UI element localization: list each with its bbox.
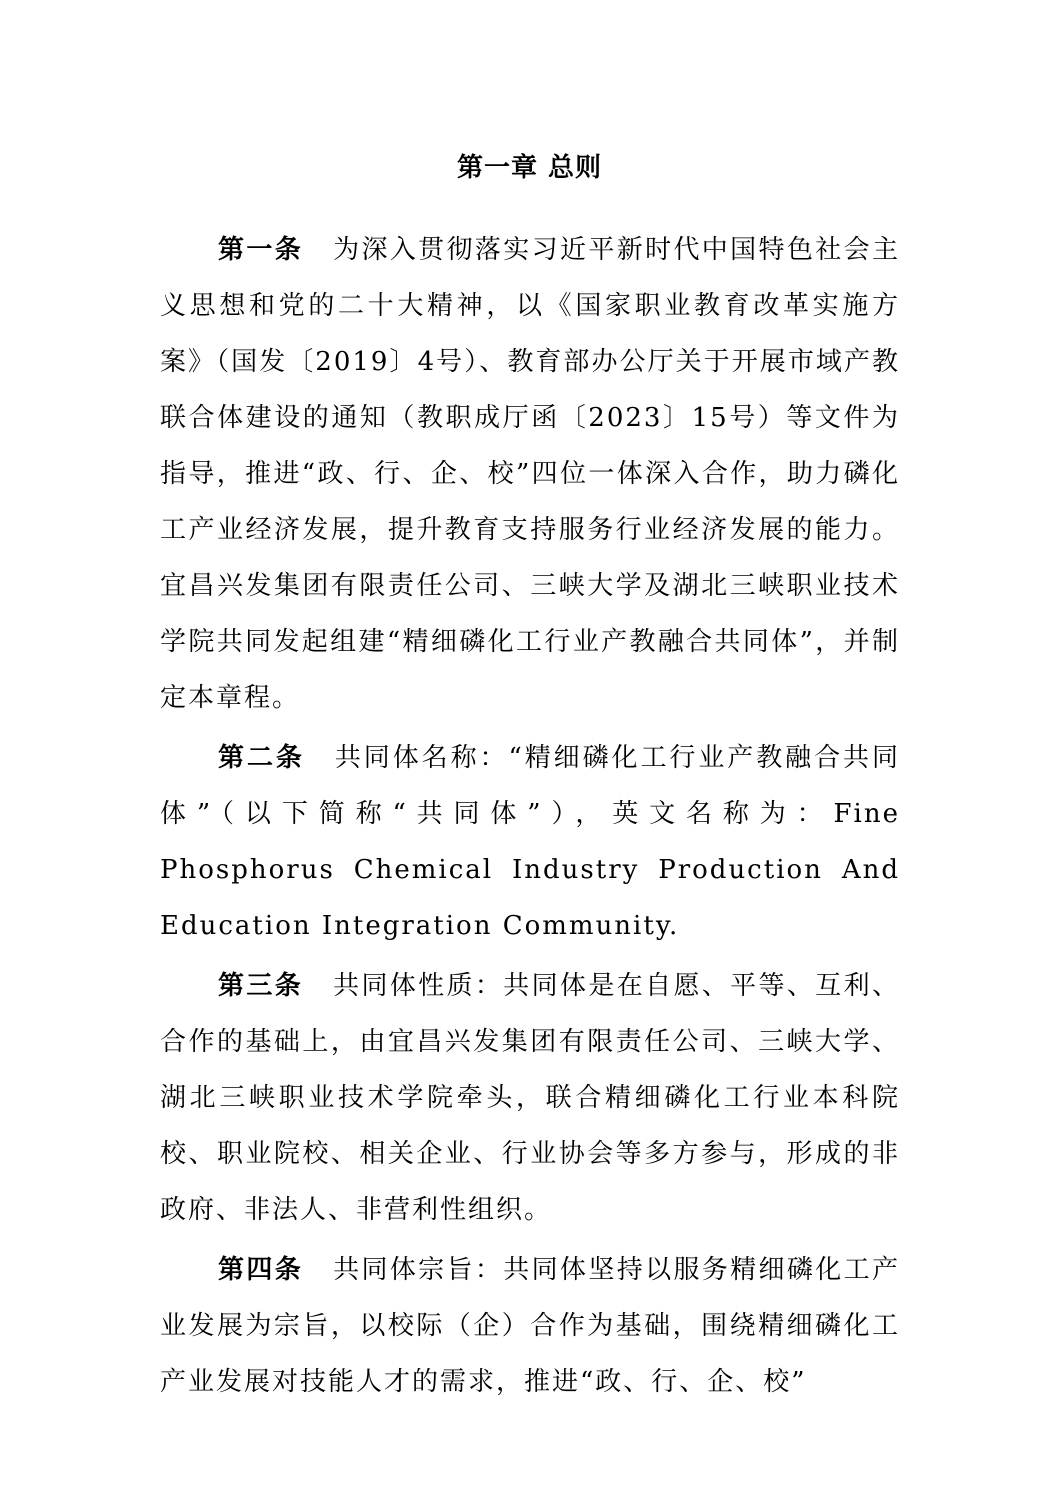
article-label: 第四条 — [218, 1255, 304, 1285]
article-2 — [160, 730, 900, 954]
article-1 — [160, 222, 900, 726]
article-text: 共同体宗旨：共同体坚持以服务精细磷化工产业发展为宗旨，以校际（企）合作为基础，围绕精细磷化工产业发展对技能人才的需求，推进“政、行、企、校” — [160, 1255, 900, 1397]
document-body — [160, 222, 900, 1410]
article-label: 第三条 — [218, 971, 304, 1001]
chapter-title: 第一章 总则 — [456, 153, 603, 183]
article-4 — [160, 1242, 900, 1410]
article-text: 为深入贯彻落实习近平新时代中国特色社会主义思想和党的二十大精神，以《国家职业教育改革实施方案》（国发〔2019〕4号）、教育部办公厅关于开展市域产教联合体建设的通知（教职成厅函〔2023〕15号）等文件为指导，推进“政、行、企、校”四位一体深入合作，助力磷化工产业经济发展，提升教育支持服务行业经济发展的能力。宜昌兴发集团有限责任公司、三峡大学及湖北三峡职业技术学院共同发起组建“精细磷化工行业产教融合共同体”，并制定本章程。 — [160, 235, 900, 713]
article-label: 第一条 — [218, 235, 304, 265]
article-text: 共同体性质：共同体是在自愿、平等、互利、合作的基础上，由宜昌兴发集团有限责任公司、三峡大学、湖北三峡职业技术学院牵头，联合精细磷化工行业本科院校、职业院校、相关企业、行业协会等多方参与，形成的非政府、非法人、非营利性组织。 — [160, 971, 900, 1225]
article-3 — [160, 958, 900, 1238]
article-text: 共同体名称：“精细磷化工行业产教融合共同体”（以下简称“共同体”），英文名称为：Fine Phosphorus Chemical Industry Production And Education Integration Community. — [160, 743, 900, 941]
article-label: 第二条 — [218, 743, 305, 773]
